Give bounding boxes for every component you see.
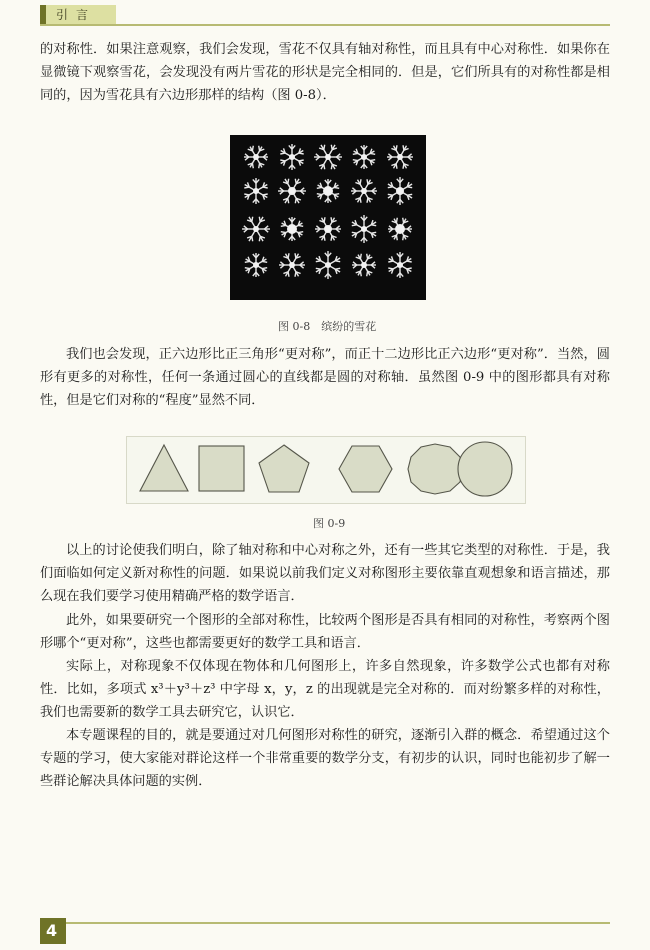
snowflake-photo [230,135,426,300]
snowflake-icon [388,177,412,205]
snowflake-icon [388,218,412,240]
snowflake-icon [353,145,375,169]
snowflake-icon [281,217,303,241]
polygon-figure [126,436,526,504]
snowflake-icon [244,146,268,168]
section-title: 引言 [56,8,97,22]
square-shape [199,446,244,491]
snowflake-icon [280,144,303,170]
figure-0-9-caption: 图 0-9 [313,517,346,530]
snowflake-icon [352,254,376,276]
snowflake-icon [351,179,377,202]
snowflake-icon [279,253,305,276]
header-rule [40,24,610,26]
octagon-shape [408,444,463,494]
snowflake-icon [352,215,376,243]
figure-0-8-caption: 图 0-8 缤纷的雪花 [278,320,377,333]
snowflake-icon [388,252,411,278]
snowflake-icon [245,253,267,277]
snowflake-icon [314,145,342,169]
polygons-image [127,437,525,503]
paragraph-3: 以上的讨论使我们明白，除了轴对称和中心对称之外，还有一些其它类型的对称性．于是，我们面临如何定义新对称性的问题．如果说以前我们定义对称图形主要依靠直观想象和语言描述，那么现在我们要学习使用精确严格的数学语言． [40,543,610,604]
circle-shape [458,442,512,496]
snowflake-icon [315,217,341,240]
paragraph-6: 本专题课程的目的，就是要通过对几何图形对称性的研究，逐渐引入群的概念．希望通过这个专题的学习，使大家能对群论这样一个非常重要的数学分支，有初步的认识，同时也能初步了解一些群论解决具体问题的实例． [40,728,610,789]
pentagon-shape [259,445,309,492]
section-header-tab [40,5,116,24]
paragraph-1: 的对称性．如果注意观察，我们会发现，雪花不仅具有轴对称性，而且具有中心对称性．如果你在显微镜下观察雪花，会发现没有两片雪花的形状是完全相同的．但是，它们所具有的对称性都是相同的，因为雪花具有六边形那样的结构（图 0-8）． [40,42,610,103]
paragraph-5: 实际上，对称现象不仅体现在物体和几何图形上，许多自然现象，许多数学公式也都有对称性．比如，多项式 x³＋y³＋z³ 中字母 x，y，z 的出现就是完全对称的．而对纷繁多样的对称性，我们也需要新的数学工具去研究它，认识它． [40,659,610,720]
snowflake-grid-image [230,135,426,300]
footer-rule [40,922,610,924]
triangle-shape [140,445,188,491]
hexagon-shape [339,446,392,492]
snowflake-icon [242,217,270,241]
snowflake-icon [387,145,413,168]
snowflake-icon [278,179,306,203]
paragraph-4: 此外，如果要研究一个图形的全部对称性，比较两个图形是否具有相同的对称性，考察两个图形哪个“更对称”，这些也都需要更好的数学工具和语言． [40,613,610,651]
paragraph-2: 我们也会发现，正六边形比正三角形“更对称”，而正十二边形比正六边形“更对称”．当然，圆形有更多的对称性，任何一条通过圆心的直线都是圆的对称轴．虽然图 0-9 中的图形都具有对称性，但是它们对称的“程度”显然不同． [40,347,610,408]
snowflake-icon [244,178,267,204]
snowflake-icon [316,251,340,279]
snowflake-icon [317,179,339,203]
page-number: 4 [46,921,58,940]
